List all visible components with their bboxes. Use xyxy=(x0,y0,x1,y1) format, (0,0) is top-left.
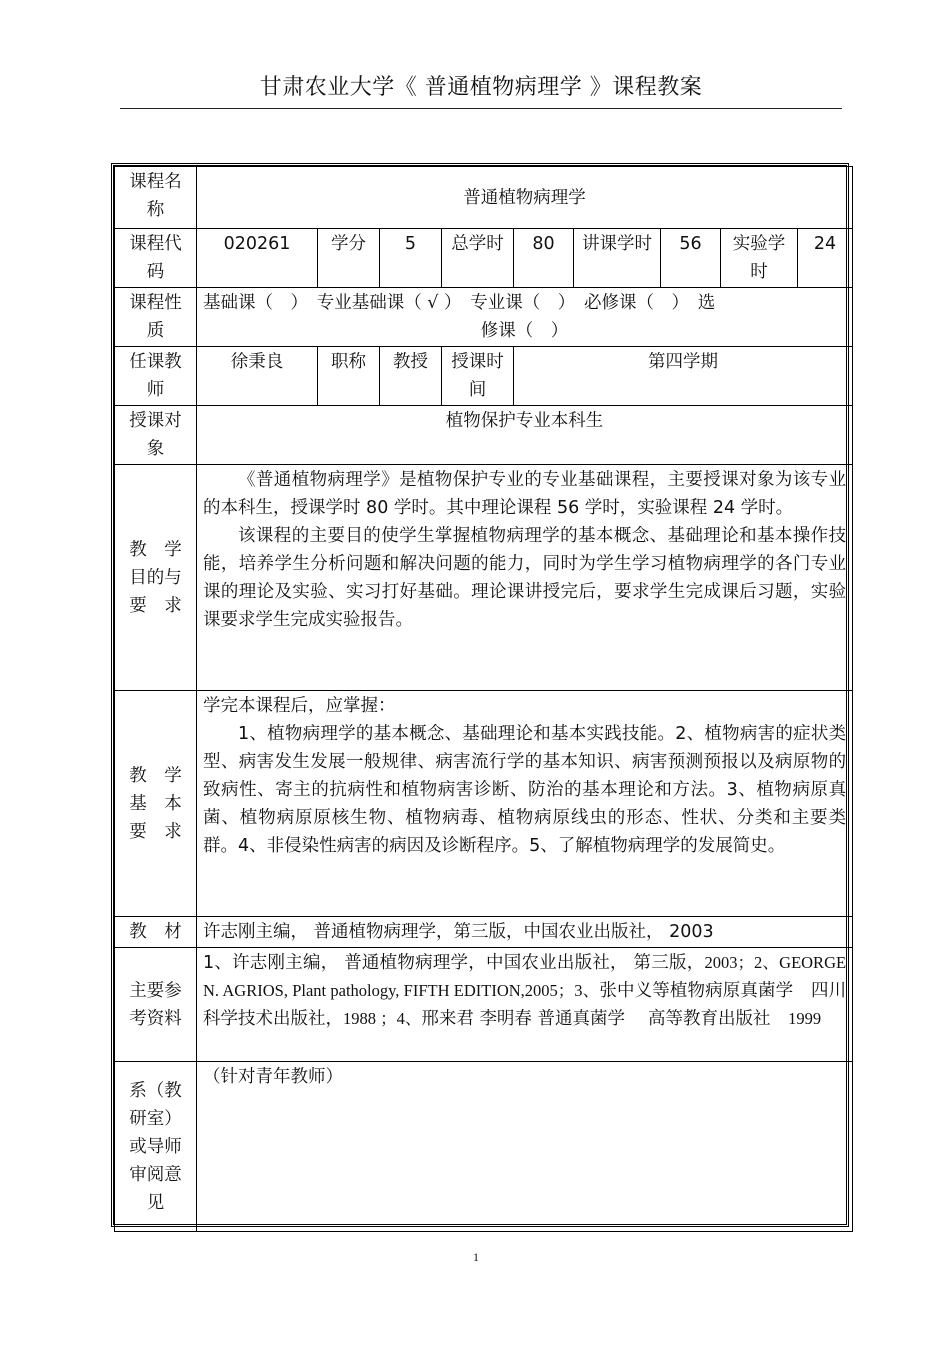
value-review: （针对青年教师） xyxy=(197,1062,853,1232)
label-review: 系（教研室）或导师审阅意见 xyxy=(115,1062,197,1232)
page-number: 1 xyxy=(473,1250,479,1264)
course-info-table xyxy=(111,163,849,1227)
value-references xyxy=(197,948,853,1062)
ref-part-2: 2003；2、GEORGE N. AGRIOS, Plant pathology, FIFTH EDITION,2005；3、 xyxy=(203,953,847,1000)
row-teacher xyxy=(115,347,853,406)
label-basic-requirements: 教 学基 本要 求 xyxy=(115,691,197,917)
page-header-title: 甘肃农业大学《 普通植物病理学 》课程教案 xyxy=(259,75,703,100)
label-course-code: 课程代码 xyxy=(115,229,197,288)
ref-part-5: 邢来君 李明春 普通真菌学 高等教育出版社 xyxy=(421,1009,789,1029)
row-course-code xyxy=(115,229,853,288)
row-basic-requirements xyxy=(115,691,853,917)
row-references xyxy=(115,948,853,1062)
label-total-hours: 总学时 xyxy=(442,229,514,288)
value-basic-requirements xyxy=(197,691,853,917)
value-purpose xyxy=(197,465,853,691)
ref-part-1: 1、许志刚主编， 普通植物病理学，中国农业出版社， 第三版， xyxy=(203,953,705,973)
ref-part-6: 1999 xyxy=(788,1009,822,1028)
row-course-name xyxy=(115,167,853,229)
label-teacher: 任课教师 xyxy=(115,347,197,406)
label-textbook: 教 材 xyxy=(115,917,197,948)
row-textbook xyxy=(115,917,853,948)
nature-options: 基础课（ ） 专业基础课（ √ ） 专业课（ ） 必修课（ ） 选 xyxy=(203,293,716,313)
nature-line-2: 修课（ ） xyxy=(480,321,569,341)
label-course-nature: 课程性质 xyxy=(115,288,197,347)
value-course-nature xyxy=(197,288,853,347)
value-teaching-time: 第四学期 xyxy=(514,347,853,406)
label-teaching-time: 授课时间 xyxy=(442,347,514,406)
label-references: 主要参考资料 xyxy=(115,948,197,1062)
label-lecture-hours: 讲课学时 xyxy=(574,229,661,288)
row-audience xyxy=(115,406,853,465)
label-title: 职称 xyxy=(318,347,380,406)
value-course-code: 020261 xyxy=(197,229,318,288)
ref-part-3: 张中义等植物病原真菌学 四川科学技术出版社， xyxy=(203,981,847,1029)
value-teacher: 徐秉良 xyxy=(197,347,318,406)
header-rule xyxy=(120,108,842,109)
value-audience: 植物保护专业本科生 xyxy=(197,406,853,465)
value-lecture-hours: 56 xyxy=(661,229,721,288)
value-total-hours: 80 xyxy=(514,229,574,288)
row-purpose xyxy=(115,465,853,691)
value-lab-hours: 24 xyxy=(798,229,853,288)
ref-part-4: 1988 ；4、 xyxy=(343,1009,422,1028)
label-course-name: 课程名称 xyxy=(115,167,197,229)
nature-line-1 xyxy=(203,289,846,317)
label-credit: 学分 xyxy=(318,229,380,288)
purpose-paragraph-1: 《普通植物病理学》是植物保护专业的专业基础课程，主要授课对象为该专业的本科生，授课学时 80 学时。其中理论课程 56 学时，实验课程 24 学时。 xyxy=(203,470,847,518)
references-text xyxy=(203,949,846,1033)
label-lab-hours: 实验学时 xyxy=(721,229,798,288)
purpose-paragraph-2: 该课程的主要目的使学生掌握植物病理学的基本概念、基础理论和基本操作技能，培养学生分析问题和解决问题的能力，同时为学生学习植物病理学的各门专业课的理论及实验、实习打好基础。理论课讲授完后，要求学生完成课后习题，实验课要求学生完成实验报告。 xyxy=(203,526,847,630)
value-course-name: 普通植物病理学 xyxy=(197,167,853,229)
value-textbook: 许志刚主编， 普通植物病理学，第三版，中国农业出版社， 2003 xyxy=(197,917,853,948)
value-title: 教授 xyxy=(380,347,442,406)
label-audience: 授课对象 xyxy=(115,406,197,465)
basic-intro: 学完本课程后，应掌握： xyxy=(203,696,396,716)
row-course-nature xyxy=(115,288,853,347)
value-credit: 5 xyxy=(380,229,442,288)
row-review xyxy=(115,1062,853,1232)
basic-paragraph: 1、植物病理学的基本概念、基础理论和基本实践技能。2、植物病害的症状类型、病害发生发展一般规律、病害流行学的基本知识、病害预测预报以及病原物的致病性、寄主的抗病性和植物病害诊断、防治的基本理论和方法。3、植物病原真菌、植物病原原核生物、植物病毒、植物病原线虫的形态、性状、分类和主要类群。4、非侵染性病害的病因及诊断程序。5、了解植物病理学的发展简史。 xyxy=(203,724,847,856)
label-purpose: 教 学目的与要 求 xyxy=(115,465,197,691)
